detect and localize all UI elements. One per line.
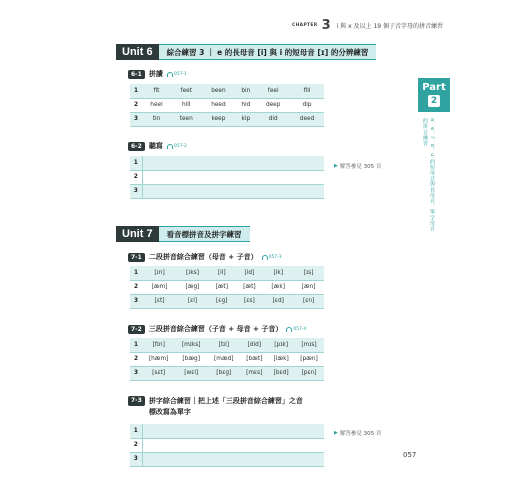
- section-number: 7-3: [128, 396, 145, 406]
- section-label: 三段拼音綜合練習（子音 + 母音 + 子音）: [148, 325, 283, 333]
- section-number: 7-2: [128, 325, 145, 334]
- table-cell: [bæg]: [175, 352, 207, 366]
- table-cell: fit: [142, 84, 171, 98]
- section-6-1-heading: [128, 69, 187, 79]
- row-number: 1: [130, 156, 142, 170]
- table-cell: [æk]: [263, 280, 293, 294]
- table-cell: [mɪs]: [294, 338, 324, 352]
- table-cell: [æt]: [236, 280, 264, 294]
- table-cell: [hæm]: [142, 352, 175, 366]
- page-number: 057: [403, 451, 417, 459]
- table-cell: deep: [256, 98, 290, 112]
- row-number: 2: [130, 438, 142, 452]
- section-label-line2: 標改寫為單字: [148, 408, 191, 416]
- table-cell: [bæt]: [240, 352, 268, 366]
- section-number: 6-2: [128, 142, 145, 151]
- unit6-tag: Unit 6: [116, 44, 159, 60]
- table-cell: fill: [290, 84, 324, 98]
- table-cell: [mɛs]: [240, 366, 268, 380]
- headphones-icon: [286, 327, 292, 332]
- table-cell: tin: [142, 112, 171, 126]
- table-cell: dip: [290, 98, 324, 112]
- table-cell: [ɛg]: [208, 294, 236, 308]
- table-cell: kip: [235, 112, 256, 126]
- row-number: 3: [130, 294, 142, 308]
- table-cell: [fɪn]: [142, 338, 175, 352]
- table-cell: feet: [171, 84, 202, 98]
- table-row: [130, 352, 324, 366]
- table-7-1: [130, 266, 324, 309]
- table-cell: been: [202, 84, 236, 98]
- chapter-label: CHAPTER: [292, 23, 318, 28]
- table-row: [130, 366, 324, 380]
- part-word: Part: [422, 82, 446, 93]
- row-number: 2: [130, 352, 142, 366]
- table-cell: [tɪl]: [207, 338, 240, 352]
- row-number: 3: [130, 112, 142, 126]
- table-cell: bin: [235, 84, 256, 98]
- answer-field[interactable]: [142, 156, 324, 170]
- section-7-1-heading: [128, 252, 282, 262]
- arrow-icon: ▶: [334, 430, 338, 436]
- answer-field[interactable]: [142, 424, 324, 438]
- table-cell: [pɪk]: [268, 338, 294, 352]
- table-cell: [ik]: [263, 266, 293, 280]
- row-number: 1: [130, 338, 142, 352]
- chapter-title: i 與 x 及以上 19 個子音字母的拼音練習: [336, 23, 443, 30]
- unit7-banner: [116, 226, 250, 242]
- table-cell: [æt]: [208, 280, 236, 294]
- table-cell: [pæn]: [294, 352, 324, 366]
- table-row: [130, 294, 324, 308]
- row-number: 3: [130, 184, 142, 198]
- audio-track[interactable]: 057-2: [167, 144, 187, 149]
- section-6-2-heading: [128, 141, 187, 151]
- table-cell: keep: [202, 112, 236, 126]
- row-number: 1: [130, 84, 142, 98]
- audio-track[interactable]: 057-1: [167, 72, 187, 77]
- row-number: 2: [130, 280, 142, 294]
- row-number: 2: [130, 98, 142, 112]
- section-label: 聽寫: [148, 142, 163, 150]
- table-cell: hill: [171, 98, 202, 112]
- unit7-tag: Unit 7: [116, 226, 159, 242]
- audio-track[interactable]: 057-4: [286, 327, 306, 332]
- table-row: [130, 112, 324, 126]
- section-label: 拼讀: [148, 70, 163, 78]
- table-cell: [sɛt]: [142, 366, 175, 380]
- table-6-1: [130, 84, 324, 127]
- row-number: 3: [130, 366, 142, 380]
- table-cell: [il]: [208, 266, 236, 280]
- table-row: [130, 452, 324, 466]
- unit6-title: 綜合練習 3 ｜ e 的長母音 [i] 與 i 的短母音 [ɪ] 的分辨練習: [159, 44, 377, 60]
- row-number: 1: [130, 424, 142, 438]
- table-row: [130, 438, 324, 452]
- section-label-line1: 拼字綜合練習｜把上述「三段拼音綜合練習」之音: [148, 397, 303, 405]
- table-cell: did: [256, 112, 290, 126]
- table-row: [130, 424, 324, 438]
- section-number: 7-1: [128, 253, 145, 262]
- table-cell: [wɛl]: [175, 366, 207, 380]
- table-cell: [læk]: [268, 352, 294, 366]
- table-cell: [did]: [240, 338, 268, 352]
- table-cell: [mæd]: [207, 352, 240, 366]
- unit7-title: 看音標拼音及拼字練習: [159, 226, 250, 242]
- unit6-banner: [116, 44, 376, 60]
- table-cell: heed: [202, 98, 236, 112]
- row-number: 3: [130, 452, 142, 466]
- table-cell: [id]: [236, 266, 264, 280]
- part-side-text: a、e、i、o、u 的短母音與長母音，單字母音的拼音練習: [422, 118, 435, 232]
- table-cell: [ɪs]: [293, 266, 324, 280]
- section-7-3-heading: [128, 396, 303, 418]
- headphones-icon: [167, 72, 173, 77]
- table-cell: [ɪks]: [177, 266, 208, 280]
- section-label: 二段拼音綜合練習（母音 + 子音）: [148, 253, 258, 261]
- table-row: [130, 184, 324, 198]
- answer-field[interactable]: [142, 438, 324, 452]
- part-number: 2: [428, 95, 440, 107]
- table-7-3: [130, 424, 324, 467]
- table-cell: [bɛg]: [207, 366, 240, 380]
- audio-track[interactable]: 057-3: [262, 255, 282, 260]
- answer-reference: ▶ 解答參見 305 頁: [334, 430, 382, 437]
- table-row: [130, 156, 324, 170]
- table-cell: feel: [256, 84, 290, 98]
- table-cell: [ɛs]: [236, 294, 264, 308]
- table-row: [130, 98, 324, 112]
- table-7-2: [130, 338, 324, 381]
- answer-reference: ▶ 解答參見 305 頁: [334, 163, 382, 170]
- table-cell: [ɛn]: [293, 294, 324, 308]
- row-number: 1: [130, 266, 142, 280]
- table-row: [130, 84, 324, 98]
- table-cell: heel: [142, 98, 171, 112]
- table-cell: deed: [290, 112, 324, 126]
- table-row: [130, 170, 324, 184]
- headphones-icon: [167, 144, 173, 149]
- table-row: [130, 266, 324, 280]
- table-row: [130, 338, 324, 352]
- table-cell: [æm]: [142, 280, 177, 294]
- arrow-icon: ▶: [334, 163, 338, 169]
- section-number: 6-1: [128, 70, 145, 79]
- chapter-number: 3: [321, 18, 331, 33]
- table-cell: [ɛd]: [263, 294, 293, 308]
- answer-field[interactable]: [142, 184, 324, 198]
- table-row: [130, 280, 324, 294]
- table-cell: [æn]: [293, 280, 324, 294]
- table-cell: hid: [235, 98, 256, 112]
- table-cell: teen: [171, 112, 202, 126]
- table-6-2: [130, 156, 324, 199]
- table-cell: [bɛd]: [268, 366, 294, 380]
- section-7-2-heading: [128, 324, 306, 334]
- table-cell: [mɪks]: [175, 338, 207, 352]
- table-cell: [ɛt]: [142, 294, 177, 308]
- running-header: [292, 18, 443, 33]
- answer-field[interactable]: [142, 452, 324, 466]
- part-tab: [418, 78, 450, 112]
- table-cell: [ɛl]: [177, 294, 208, 308]
- row-number: 2: [130, 170, 142, 184]
- table-cell: [æg]: [177, 280, 208, 294]
- table-cell: [pɛn]: [294, 366, 324, 380]
- answer-field[interactable]: [142, 170, 324, 184]
- headphones-icon: [262, 255, 268, 260]
- table-cell: [ɪn]: [142, 266, 177, 280]
